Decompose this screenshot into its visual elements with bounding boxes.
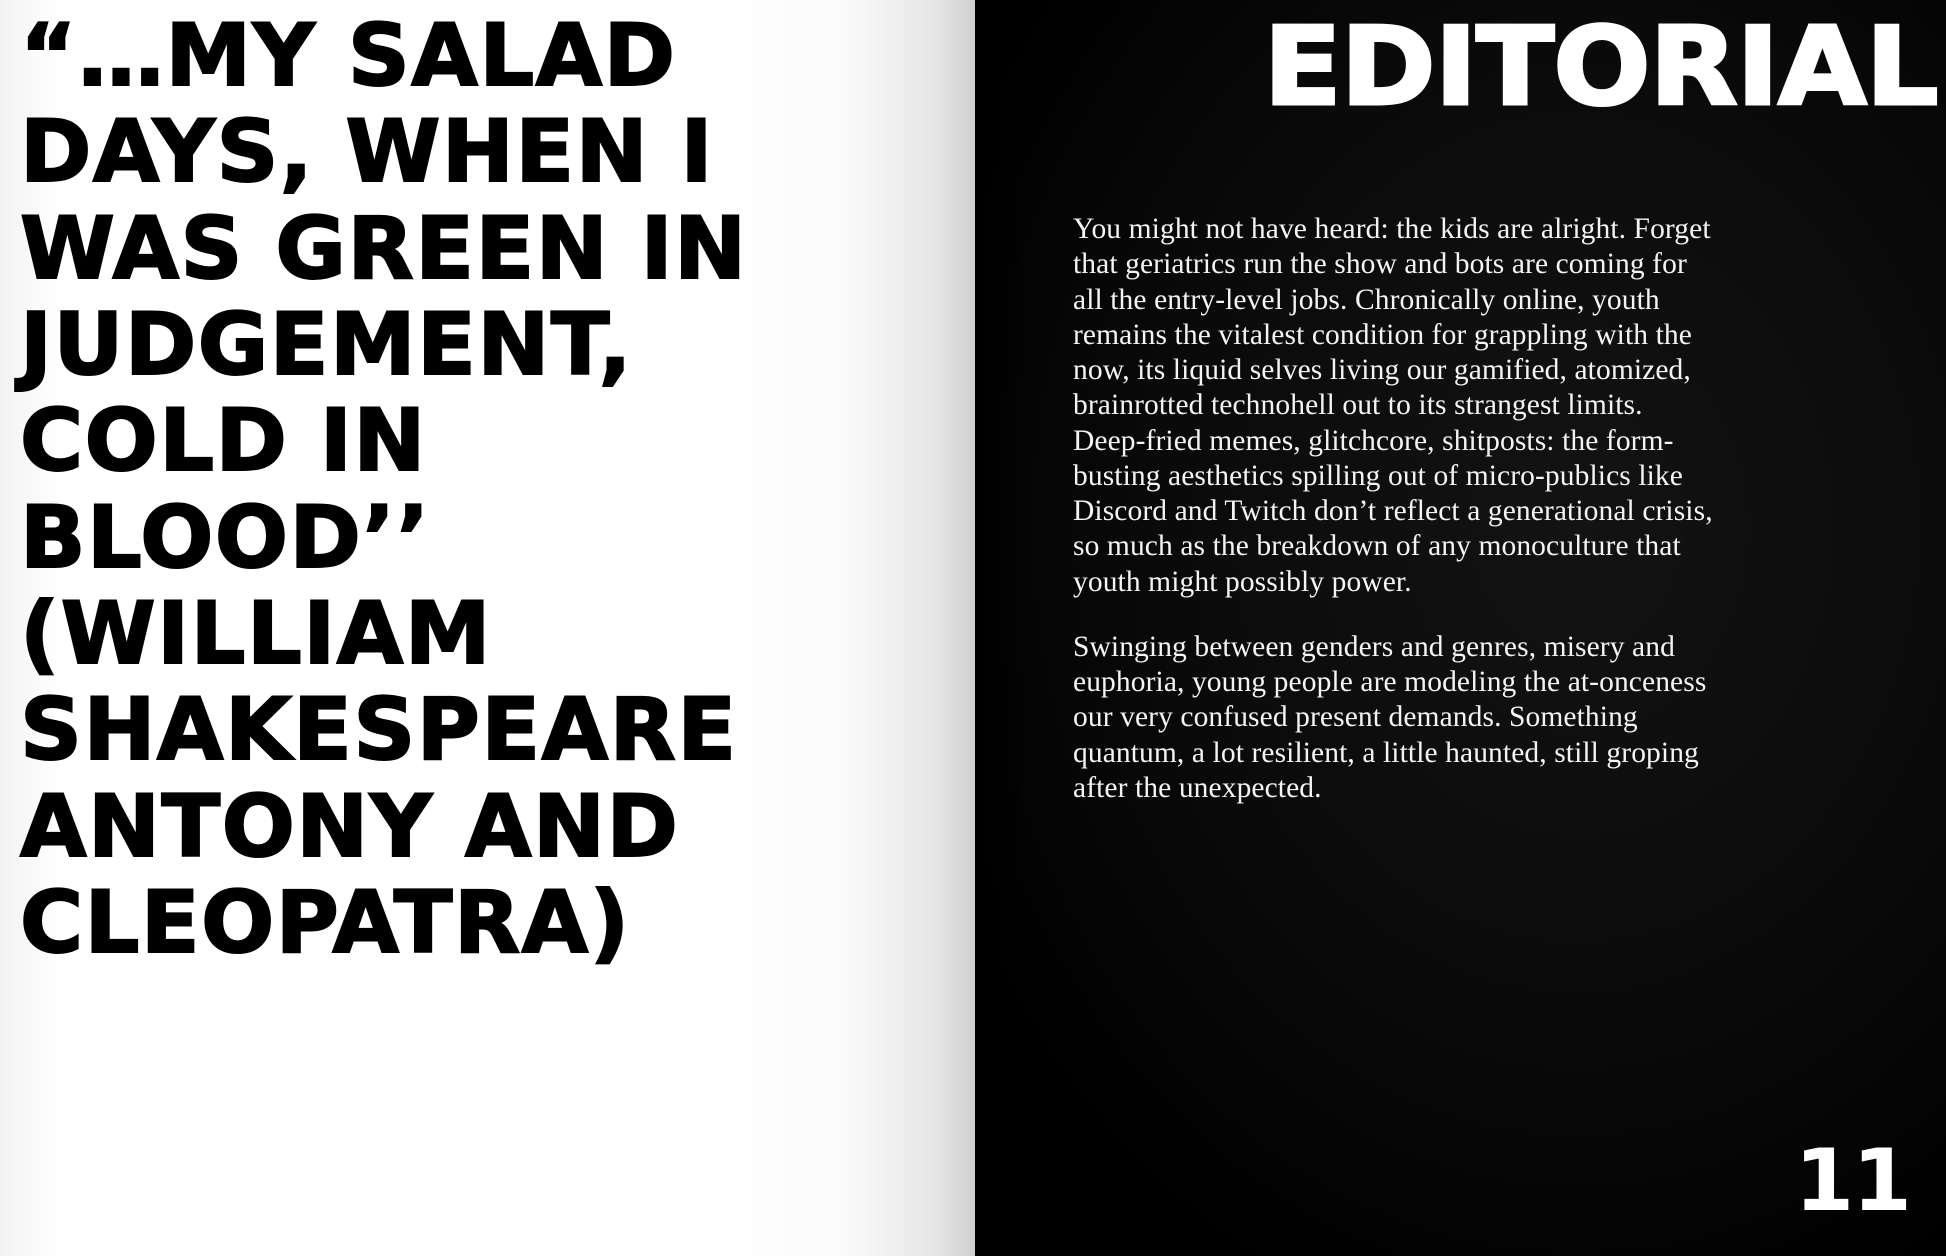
page-title: EDITORIAL xyxy=(1263,5,1938,130)
page-number: 11 xyxy=(1794,1131,1910,1231)
editorial-body xyxy=(1073,212,1713,806)
editorial-paragraph-1: You might not have heard: the kids are alright. Forget that geriatrics run the show and bots are coming for all the entry-level jobs. Chronically online, youth remains the vitalest condition for grappling with the now, its liquid selves living our gamified, atomized, brainrotted technohell out to its strangest limits. Deep-fried memes, glitchcore, shitposts: the form-busting aesthetics spilling out of micro-publics like Discord and Twitch don’t reflect a generational crisis, so much as the breakdown of any monoculture that youth might possibly power. xyxy=(1073,213,1713,598)
right-page xyxy=(975,0,1946,1256)
editorial-paragraph-2: Swinging between genders and genres, misery and euphoria, young people are modeling the at-onceness our very confused present demands. Something quantum, a lot resilient, a little haunted, still groping after the unexpected. xyxy=(1073,630,1707,804)
gutter-shadow xyxy=(975,0,1035,1256)
pull-quote: “…MY SALAD DAYS, WHEN I WAS GREEN IN JUDGEMENT, COLD IN BLOOD’’ (WILLIAM SHAKESPEARE ANTONY AND CLEOPATRA) xyxy=(20,6,748,973)
